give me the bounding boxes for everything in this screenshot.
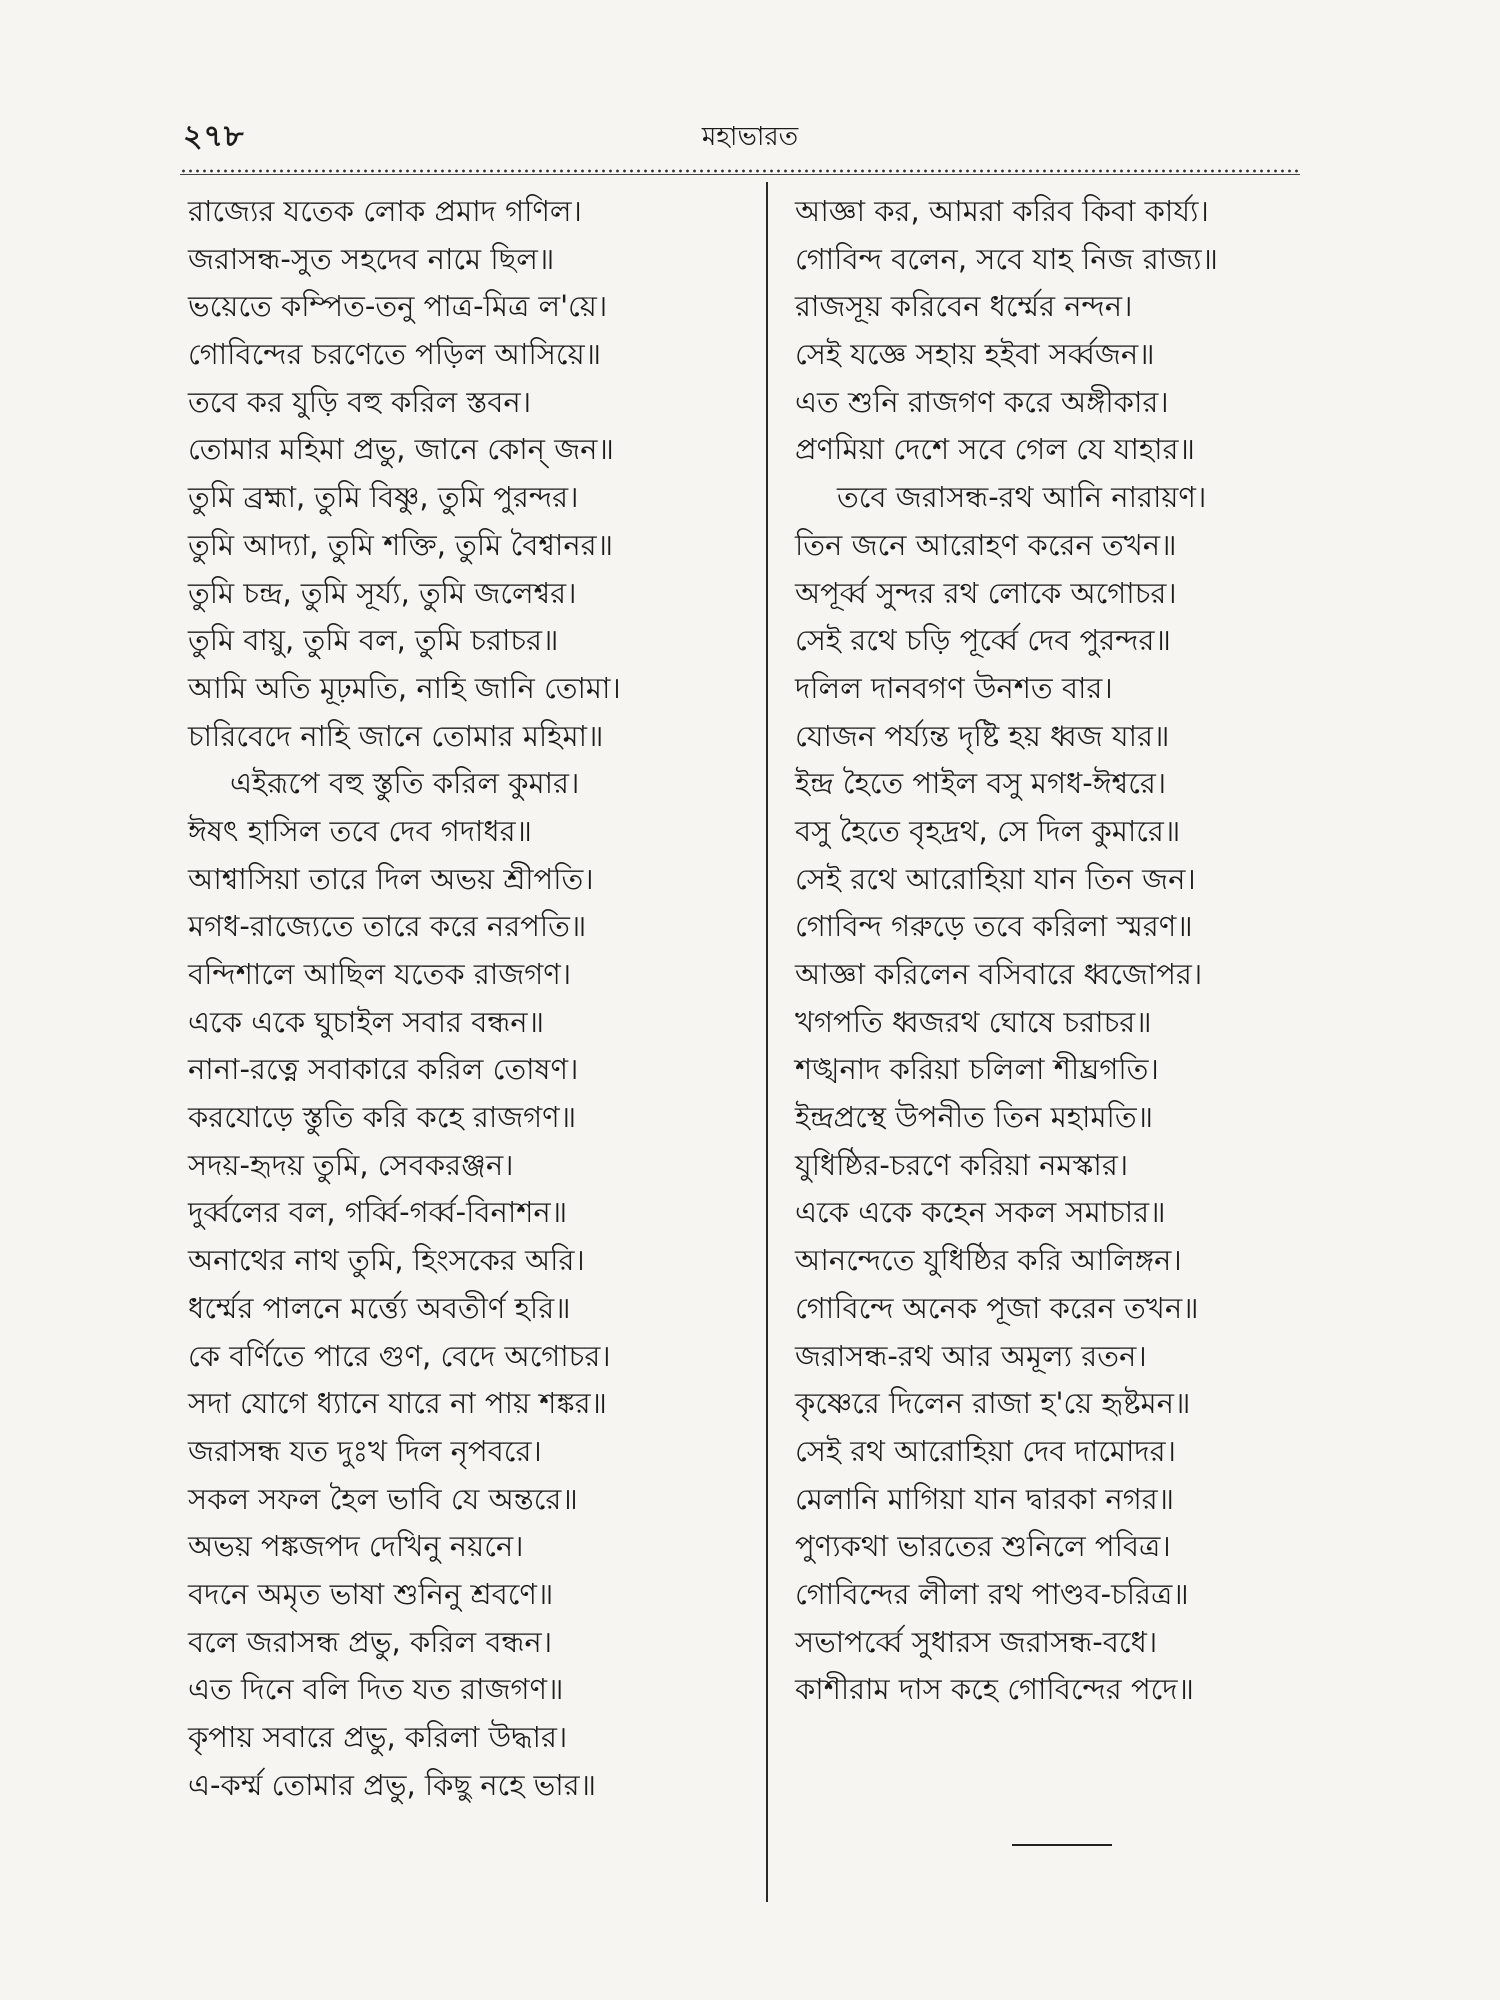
verse-line: তিন জনে আরোহণ করেন তখন॥ <box>795 527 1177 562</box>
verse-line: ইন্দ্র হৈতে পাইল বসু মগধ-ঈশ্বরে। <box>795 766 1167 801</box>
verse-line: এ-কর্ম্ম তোমার প্রভু, কিছু নহে ভার॥ <box>188 1767 597 1802</box>
verse-line: রাজ্যের যতেক লোক প্রমাদ গণিল। <box>188 194 582 228</box>
verse-line: সেই যজ্ঞে সহায় হইবা সর্ব্বজন॥ <box>795 337 1155 372</box>
verse-line: গোবিন্দের চরণেতে পড়িল আসিয়ে॥ <box>188 337 602 372</box>
verse-line: পুণ্যকথা ভারতের শুনিলে পবিত্র। <box>795 1529 1171 1564</box>
verse-line: গোবিন্দ বলেন, সবে যাহ নিজ রাজ্য॥ <box>795 241 1218 276</box>
verse-line: বলে জরাসন্ধ প্রভু, করিল বন্ধন। <box>188 1624 553 1659</box>
verse-line: কাশীরাম দাস কহে গোবিন্দের পদে॥ <box>795 1672 1194 1707</box>
chapter-end-rule <box>1012 1844 1112 1846</box>
verse-line: আজ্ঞা কর, আমরা করিব কিবা কার্য্য। <box>795 194 1209 228</box>
verse-line: আমি অতি মূঢ়মতি, নাহি জানি তোমা। <box>188 670 621 705</box>
page-number: ২৭৮ <box>183 119 245 154</box>
verse-line: অনাথের নাথ তুমি, হিংসকের অরি। <box>188 1243 585 1278</box>
verse-line: কে বর্ণিতে পারে গুণ, বেদে অগোচর। <box>188 1338 611 1373</box>
verse-line: নানা-রত্নে সবাকারে করিল তোষণ। <box>188 1052 579 1087</box>
verse-line: বদনে অমৃত ভাষা শুনিনু শ্রবণে॥ <box>188 1576 554 1611</box>
verse-line: তোমার মহিমা প্রভু, জানে কোন্ জন॥ <box>188 432 614 467</box>
verse-line: মেলানি মাগিয়া যান দ্বারকা নগর॥ <box>795 1481 1175 1516</box>
verse-line: ধর্ম্মের পালনে মর্ত্ত্যে অবতীর্ণ হরি॥ <box>188 1290 571 1325</box>
verse-line: সেই রথ আরোহিয়া দেব দামোদর। <box>795 1433 1176 1468</box>
verse-line: এইরূপে বহু স্তুতি করিল কুমার। <box>230 766 580 801</box>
verse-line: একে একে কহেন সকল সমাচার॥ <box>795 1195 1166 1230</box>
verse-line: সকল সফল হৈল ভাবি যে অন্তরে॥ <box>188 1481 578 1516</box>
left-verse-column <box>188 188 768 1809</box>
verse-line: অভয় পঙ্কজপদ দেখিনু নয়নে। <box>188 1529 524 1564</box>
verse-line: মগধ-রাজ্যেতে তারে করে নরপতি॥ <box>188 909 587 944</box>
verse-line: তুমি চন্দ্র, তুমি সূর্য্য, তুমি জলেশ্বর। <box>188 575 577 610</box>
verse-line: আশ্বাসিয়া তারে দিল অভয় শ্রীপতি। <box>188 861 594 896</box>
verse-line: এত দিনে বলি দিত যত রাজগণ॥ <box>188 1672 564 1707</box>
verse-line: তবে কর যুড়ি বহু করিল স্তবন। <box>188 384 532 419</box>
verse-line: একে একে ঘুচাইল সবার বন্ধন॥ <box>188 1004 545 1039</box>
verse-line: খগপতি ধ্বজরথ ঘোষে চরাচর॥ <box>795 1004 1152 1039</box>
verse-line: সেই রথে চড়ি পূর্ব্বে দেব পুরন্দর॥ <box>795 623 1171 658</box>
verse-line: প্রণমিয়া দেশে সবে গেল যে যাহার॥ <box>795 432 1195 467</box>
verse-line: শঙ্খনাদ করিয়া চলিলা শীঘ্রগতি। <box>795 1052 1159 1087</box>
column-divider <box>766 182 768 1902</box>
running-title: মহাভারত <box>701 122 799 152</box>
verse-line: এত শুনি রাজগণ করে অঙ্গীকার। <box>795 384 1169 419</box>
verse-line: ইন্দ্রপ্রস্থে উপনীত তিন মহামতি॥ <box>795 1100 1154 1135</box>
verse-line: সভাপর্ব্বে সুধারস জরাসন্ধ-বধে। <box>795 1624 1158 1659</box>
verse-line: বন্দিশালে আছিল যতেক রাজগণ। <box>188 957 572 991</box>
verse-line: ঈষৎ হাসিল তবে দেব গদাধর॥ <box>188 813 532 848</box>
verse-line: সেই রথে আরোহিয়া যান তিন জন। <box>795 861 1196 896</box>
verse-line: জরাসন্ধ-রথ আর অমূল্য রতন। <box>795 1338 1147 1373</box>
verse-line: তুমি ব্রহ্মা, তুমি বিষ্ণু, তুমি পুরন্দর। <box>188 480 579 515</box>
verse-line: কৃপায় সবারে প্রভু, করিলা উদ্ধার। <box>188 1720 568 1754</box>
verse-line: অপূর্ব্ব সুন্দর রথ লোকে অগোচর। <box>795 575 1177 610</box>
right-verse-column <box>795 188 1315 1714</box>
verse-line: চারিবেদে নাহি জানে তোমার মহিমা॥ <box>188 718 604 753</box>
header-divider <box>180 168 1300 175</box>
verse-line: যুধিষ্ঠির-চরণে করিয়া নমস্কার। <box>795 1147 1129 1182</box>
verse-line: সদা যোগে ধ্যানে যারে না পায় শঙ্কর॥ <box>188 1386 607 1421</box>
verse-line: গোবিন্দে অনেক পূজা করেন তখন॥ <box>795 1290 1199 1325</box>
verse-line: তুমি বায়ু, তুমি বল, তুমি চরাচর॥ <box>188 623 559 658</box>
verse-line: রাজসূয় করিবেন ধর্ম্মের নন্দন। <box>795 289 1133 324</box>
verse-line: জরাসন্ধ-সুত সহদেব নামে ছিল॥ <box>188 241 555 276</box>
verse-line: জরাসন্ধ যত দুঃখ দিল নৃপবরে। <box>188 1433 542 1468</box>
verse-line: দুর্ব্বলের বল, গর্ব্বি-গর্ব্ব-বিনাশন॥ <box>188 1195 568 1230</box>
verse-line: গোবিন্দ গরুড়ে তবে করিলা স্মরণ॥ <box>795 909 1193 944</box>
verse-line: করযোড়ে স্তুতি করি কহে রাজগণ॥ <box>188 1100 577 1135</box>
verse-line: গোবিন্দের লীলা রথ পাণ্ডব-চরিত্র॥ <box>795 1576 1189 1611</box>
verse-line: তুমি আদ্যা, তুমি শক্তি, তুমি বৈশ্বানর॥ <box>188 527 614 562</box>
verse-line: আনন্দেতে যুধিষ্ঠির করি আলিঙ্গন। <box>795 1243 1182 1278</box>
verse-line: তবে জরাসন্ধ-রথ আনি নারায়ণ। <box>837 480 1207 515</box>
verse-line: দলিল দানবগণ উনশত বার। <box>795 670 1113 705</box>
verse-line: আজ্ঞা করিলেন বসিবারে ধ্বজোপর। <box>795 957 1203 991</box>
verse-line: যোজন পর্য্যন্ত দৃষ্টি হয় ধ্বজ যার॥ <box>795 718 1170 753</box>
verse-line: ভয়েতে কম্পিত-তনু পাত্র-মিত্র ল'য়ে। <box>188 289 608 324</box>
verse-line: বসু হৈতে বৃহদ্রথ, সে দিল কুমারে॥ <box>795 813 1181 848</box>
verse-line: সদয়-হৃদয় তুমি, সেবকরঞ্জন। <box>188 1147 514 1182</box>
verse-line: কৃষ্ণেরে দিলেন রাজা হ'য়ে হৃষ্টমন॥ <box>795 1386 1191 1421</box>
